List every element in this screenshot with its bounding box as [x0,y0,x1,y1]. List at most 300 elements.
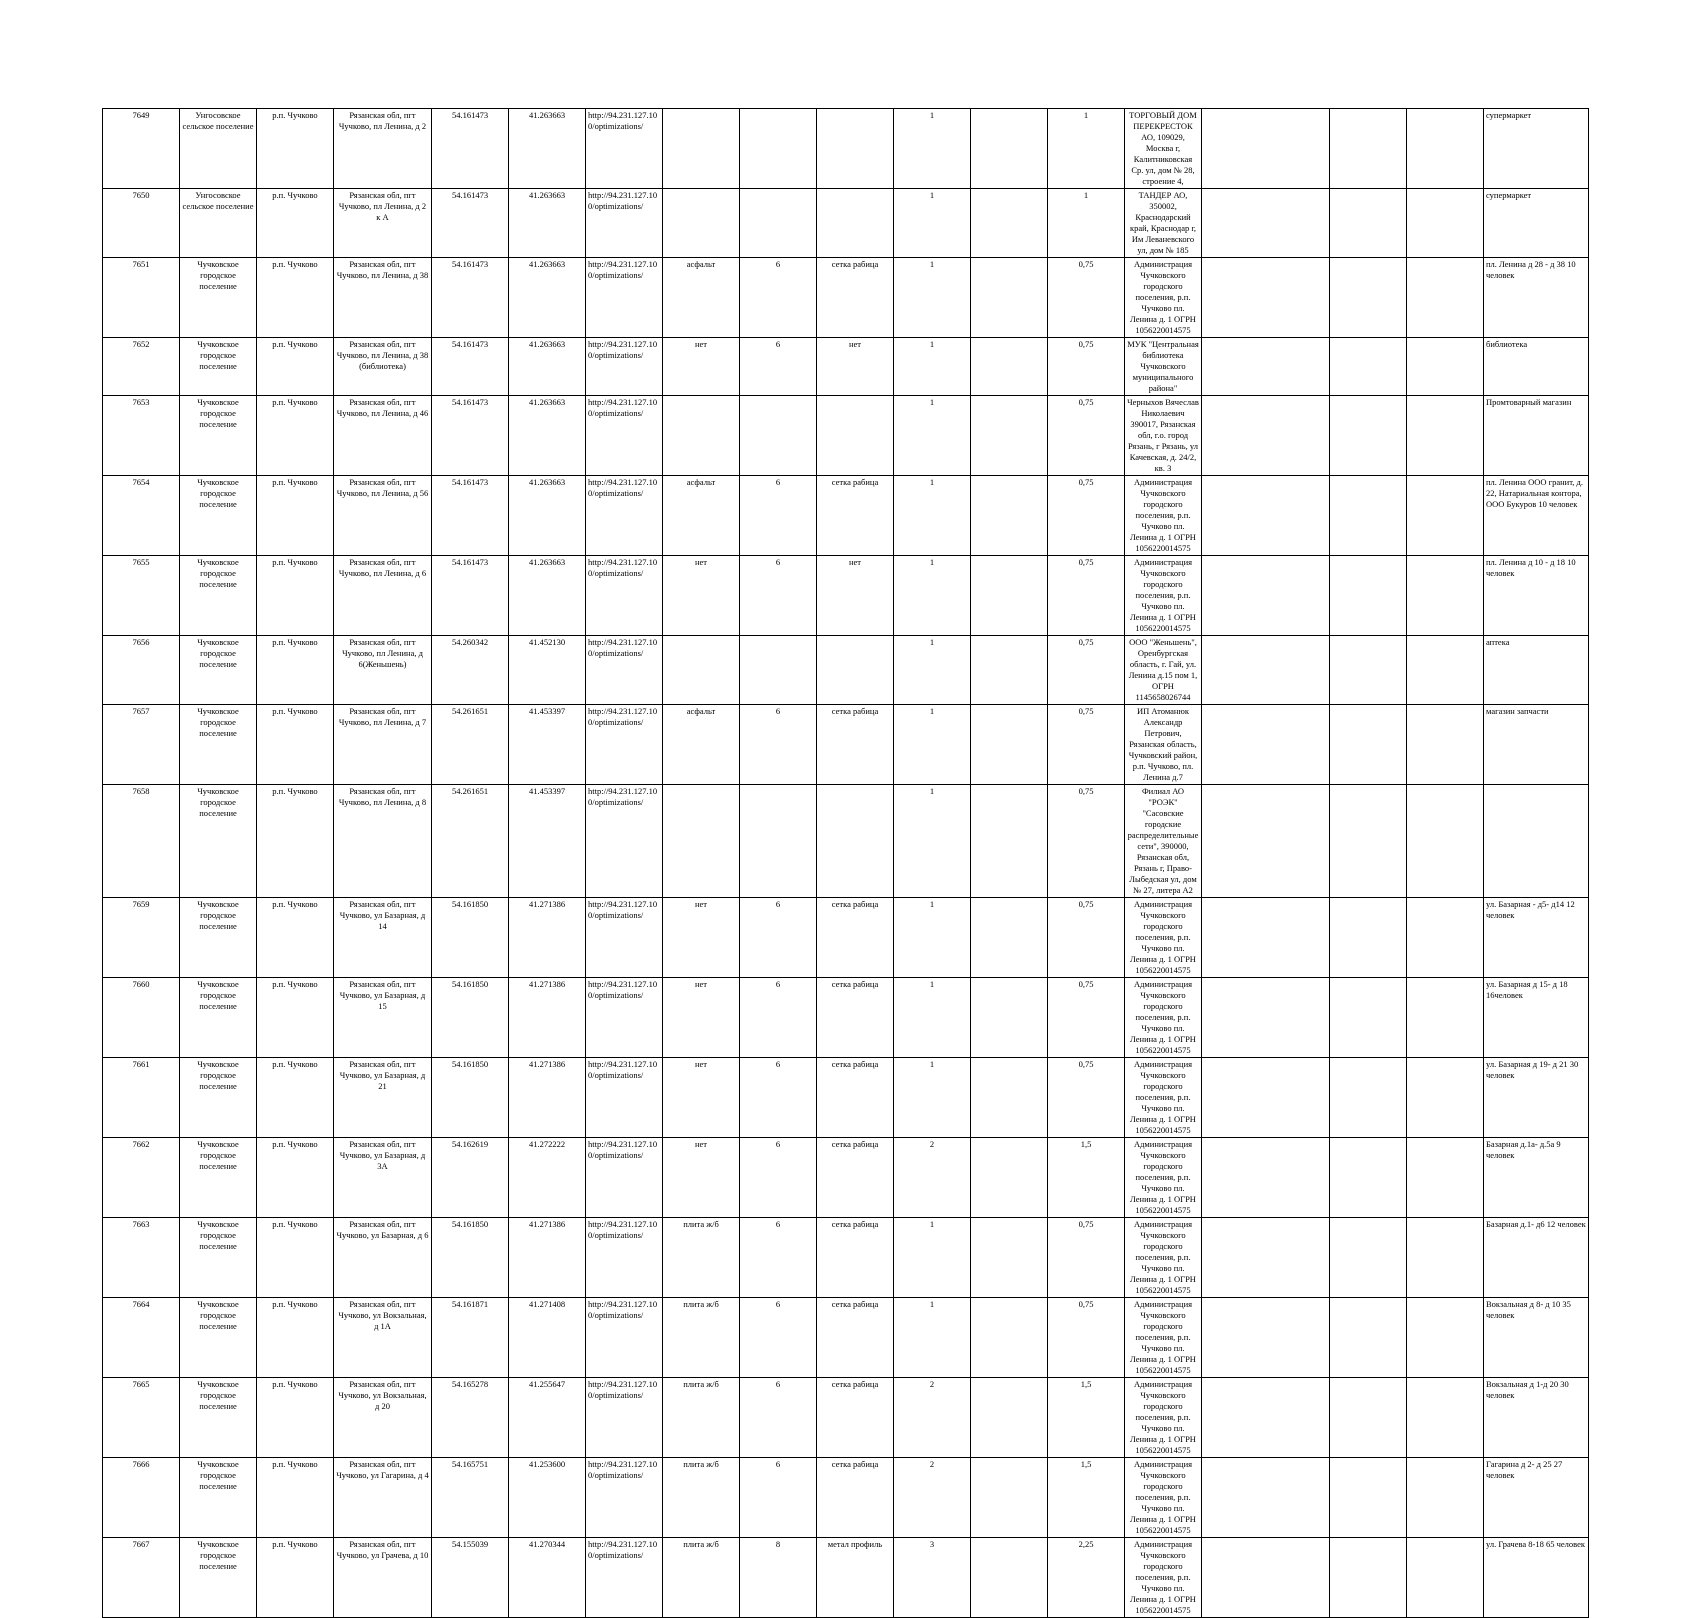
address-cell: Рязанская обл, пгт Чучково, пл Ленина, д 2 [334,109,432,189]
empty-cell [1202,258,1330,338]
empty-cell [1407,785,1484,898]
volume-cell: 0,75 [1048,1058,1125,1138]
volume-cell: 1,5 [1048,1138,1125,1218]
containers-cell: 1 [894,978,971,1058]
settlement-cell: Чучковское городское поселение [180,556,257,636]
owner-cell: Администрация Чучковского городского поселения, р.п. Чучково пл. Ленина д. 1 ОГРН 1056220014575 [1125,1138,1202,1218]
empty-cell [1407,898,1484,978]
owner-cell: Администрация Чучковского городского поселения, р.п. Чучково пл. Ленина д. 1 ОГРН 1056220014575 [1125,1298,1202,1378]
area-cell [740,109,817,189]
longitude-cell: 41.263663 [509,258,586,338]
source-cell: Вокзальная д 1-д 20 30 человек [1484,1378,1589,1458]
source-cell: ул. Базарная - д5- д14 12 человек [1484,898,1589,978]
address-cell: Рязанская обл, пгт Чучково, пл Ленина, д 46 [334,396,432,476]
row-id: 7651 [103,258,180,338]
link-cell[interactable]: http://94.231.127.10 0/optimizations/ [586,338,663,396]
source-cell: Промтоварный магазин [1484,396,1589,476]
surface-cell: нет [663,556,740,636]
settlement-cell: Чучковское городское поселение [180,476,257,556]
area-cell: 6 [740,978,817,1058]
empty-cell [1202,189,1330,258]
table-row [103,476,1589,556]
longitude-cell: 41.271386 [509,1058,586,1138]
locality-cell: р.п. Чучково [257,785,334,898]
table-row [103,785,1589,898]
link-cell[interactable]: http://94.231.127.10 0/optimizations/ [586,705,663,785]
longitude-cell: 41.263663 [509,338,586,396]
empty-cell [1407,1298,1484,1378]
empty-cell [1330,1218,1407,1298]
area-cell: 6 [740,258,817,338]
containers-cell: 1 [894,785,971,898]
containers-cell: 1 [894,338,971,396]
latitude-cell: 54.261651 [432,785,509,898]
locality-cell: р.п. Чучково [257,1138,334,1218]
empty-cell [1330,396,1407,476]
source-cell: пл. Ленина д 28 - д 38 10 человек [1484,258,1589,338]
surface-cell [663,396,740,476]
source-cell [1484,785,1589,898]
volume-cell: 0,75 [1048,636,1125,705]
locality-cell: р.п. Чучково [257,978,334,1058]
empty-cell [1407,476,1484,556]
empty-cell [1407,1378,1484,1458]
empty-cell [971,1298,1048,1378]
fence-cell: сетка рабица [817,898,894,978]
area-cell: 6 [740,338,817,396]
table-row [103,705,1589,785]
fence-cell [817,109,894,189]
empty-cell [1330,898,1407,978]
fence-cell: метал профиль [817,1538,894,1618]
area-cell: 6 [740,1378,817,1458]
address-cell: Рязанская обл, пгт Чучково, пл Ленина, д 8 [334,785,432,898]
fence-cell: сетка рабица [817,1058,894,1138]
longitude-cell: 41.453397 [509,705,586,785]
settlement-cell: Чучковское городское поселение [180,705,257,785]
latitude-cell: 54.155039 [432,1538,509,1618]
locality-cell: р.п. Чучково [257,705,334,785]
row-id: 7652 [103,338,180,396]
owner-cell: Администрация Чучковского городского поселения, р.п. Чучково пл. Ленина д. 1 ОГРН 1056220014575 [1125,978,1202,1058]
address-cell: Рязанская обл, пгт Чучково, ул Вокзальная, д 1А [334,1298,432,1378]
source-cell: ул. Базарная д 19- д 21 30 человек [1484,1058,1589,1138]
link-cell[interactable]: http://94.231.127.10 0/optimizations/ [586,396,663,476]
empty-cell [1330,785,1407,898]
table-row [103,338,1589,396]
surface-cell: нет [663,898,740,978]
address-cell: Рязанская обл, пгт Чучково, пл Ленина, д 38 [334,258,432,338]
longitude-cell: 41.263663 [509,556,586,636]
settlement-cell: Чучковское городское поселение [180,1378,257,1458]
volume-cell: 0,75 [1048,556,1125,636]
empty-cell [1330,258,1407,338]
empty-cell [1202,1298,1330,1378]
link-cell[interactable]: http://94.231.127.10 0/optimizations/ [586,898,663,978]
row-id: 7663 [103,1218,180,1298]
surface-cell: асфальт [663,258,740,338]
surface-cell [663,109,740,189]
longitude-cell: 41.270344 [509,1538,586,1618]
area-cell: 6 [740,1298,817,1378]
settlement-cell: Чучковское городское поселение [180,1058,257,1138]
latitude-cell: 54.161871 [432,1298,509,1378]
empty-cell [971,1458,1048,1538]
latitude-cell: 54.161473 [432,396,509,476]
link-cell[interactable]: http://94.231.127.10 0/optimizations/ [586,109,663,189]
empty-cell [1330,109,1407,189]
address-cell: Рязанская обл, пгт Чучково, пл Ленина, д 56 [334,476,432,556]
latitude-cell: 54.260342 [432,636,509,705]
link-cell[interactable]: http://94.231.127.10 0/optimizations/ [586,1138,663,1218]
longitude-cell: 41.263663 [509,109,586,189]
area-cell: 6 [740,705,817,785]
locality-cell: р.п. Чучково [257,1538,334,1618]
containers-cell: 2 [894,1458,971,1538]
volume-cell: 0,75 [1048,898,1125,978]
table-row [103,258,1589,338]
surface-cell: плита ж/б [663,1378,740,1458]
settlement-cell: Чучковское городское поселение [180,258,257,338]
table-row [103,898,1589,978]
longitude-cell: 41.271386 [509,978,586,1058]
fence-cell: сетка рабица [817,1138,894,1218]
empty-cell [1330,338,1407,396]
table-row [103,109,1589,189]
empty-cell [1330,1458,1407,1538]
latitude-cell: 54.165278 [432,1378,509,1458]
fence-cell: сетка рабица [817,258,894,338]
empty-cell [1202,556,1330,636]
latitude-cell: 54.161473 [432,258,509,338]
empty-cell [971,109,1048,189]
empty-cell [1407,189,1484,258]
latitude-cell: 54.161473 [432,189,509,258]
latitude-cell: 54.161473 [432,556,509,636]
source-cell: Базарная д.1а- д.5а 9 человек [1484,1138,1589,1218]
empty-cell [1330,476,1407,556]
settlement-cell: Унгосовское сельское поселение [180,189,257,258]
empty-cell [1202,476,1330,556]
containers-cell: 2 [894,1138,971,1218]
link-cell[interactable]: http://94.231.127.10 0/optimizations/ [586,1538,663,1618]
surface-cell: плита ж/б [663,1538,740,1618]
volume-cell: 2,25 [1048,1538,1125,1618]
source-cell: ул. Грачева 8-18 65 человек [1484,1538,1589,1618]
owner-cell: Администрация Чучковского городского поселения, р.п. Чучково пл. Ленина д. 1 ОГРН 1056220014575 [1125,1218,1202,1298]
locality-cell: р.п. Чучково [257,1378,334,1458]
latitude-cell: 54.161473 [432,109,509,189]
area-cell [740,396,817,476]
longitude-cell: 41.272222 [509,1138,586,1218]
fence-cell: сетка рабица [817,978,894,1058]
empty-cell [1407,109,1484,189]
settlement-cell: Чучковское городское поселение [180,898,257,978]
empty-cell [1330,1058,1407,1138]
area-cell [740,636,817,705]
volume-cell: 0,75 [1048,1218,1125,1298]
address-cell: Рязанская обл, пгт Чучково, пл Ленина, д 2 к А [334,189,432,258]
area-cell: 6 [740,898,817,978]
empty-cell [1330,636,1407,705]
row-id: 7664 [103,1298,180,1378]
empty-cell [1202,1218,1330,1298]
row-id: 7666 [103,1458,180,1538]
address-cell: Рязанская обл, пгт Чучково, ул Вокзальная, д 20 [334,1378,432,1458]
table-row [103,1058,1589,1138]
volume-cell: 0,75 [1048,476,1125,556]
empty-cell [1407,258,1484,338]
address-cell: Рязанская обл, пгт Чучково, пл Ленина, д 6(Женьшень) [334,636,432,705]
owner-cell: Администрация Чучковского городского поселения, р.п. Чучково пл. Ленина д. 1 ОГРН 1056220014575 [1125,1458,1202,1538]
area-cell [740,785,817,898]
empty-cell [1407,705,1484,785]
link-cell[interactable]: http://94.231.127.10 0/optimizations/ [586,1218,663,1298]
empty-cell [1330,1538,1407,1618]
empty-cell [971,476,1048,556]
settlement-cell: Чучковское городское поселение [180,1538,257,1618]
containers-cell: 1 [894,705,971,785]
owner-cell: Филиал АО "РОЭК" "Сасовские городские распределительные сети", 390000, Рязанская обл, Рязань г, Право-Лыбедская ул, дом № 27, литера А2 [1125,785,1202,898]
fence-cell [817,189,894,258]
surface-cell: асфальт [663,476,740,556]
source-cell: библиотека [1484,338,1589,396]
source-cell: Базарная д.1- д6 12 человек [1484,1218,1589,1298]
containers-cell: 2 [894,1378,971,1458]
link-cell[interactable]: http://94.231.127.10 0/optimizations/ [586,785,663,898]
containers-cell: 1 [894,189,971,258]
address-cell: Рязанская обл, пгт Чучково, ул Гагарина, д 4 [334,1458,432,1538]
source-cell: аптека [1484,636,1589,705]
longitude-cell: 41.271386 [509,1218,586,1298]
empty-cell [1407,338,1484,396]
area-cell: 6 [740,476,817,556]
empty-cell [1202,338,1330,396]
latitude-cell: 54.161850 [432,978,509,1058]
latitude-cell: 54.162619 [432,1138,509,1218]
settlement-cell: Чучковское городское поселение [180,978,257,1058]
table-row [103,556,1589,636]
containers-cell: 3 [894,1538,971,1618]
link-cell[interactable]: http://94.231.127.10 0/optimizations/ [586,476,663,556]
locality-cell: р.п. Чучково [257,1458,334,1538]
source-cell: магазин запчасти [1484,705,1589,785]
empty-cell [1407,1458,1484,1538]
empty-cell [1202,109,1330,189]
address-cell: Рязанская обл, пгт Чучково, пл Ленина, д 38 (библиотека) [334,338,432,396]
containers-cell: 1 [894,1218,971,1298]
owner-cell: ИП Атоманюк Александр Петрович, Рязанская область, Чучковский район, р.п. Чучково, пл. Ленина д.7 [1125,705,1202,785]
link-cell[interactable]: http://94.231.127.10 0/optimizations/ [586,1458,663,1538]
volume-cell: 1,5 [1048,1458,1125,1538]
containers-cell: 1 [894,396,971,476]
latitude-cell: 54.161850 [432,898,509,978]
latitude-cell: 54.161473 [432,476,509,556]
address-cell: Рязанская обл, пгт Чучково, пл Ленина, д 7 [334,705,432,785]
empty-cell [971,1378,1048,1458]
longitude-cell: 41.271386 [509,898,586,978]
source-cell: Вокзальная д 8- д 10 35 человек [1484,1298,1589,1378]
link-cell[interactable]: http://94.231.127.10 0/optimizations/ [586,978,663,1058]
empty-cell [1330,705,1407,785]
address-cell: Рязанская обл, пгт Чучково, ул Базарная, д 3А [334,1138,432,1218]
surface-cell: нет [663,1058,740,1138]
longitude-cell: 41.263663 [509,396,586,476]
empty-cell [1407,978,1484,1058]
address-cell: Рязанская обл, пгт Чучково, ул Базарная, д 14 [334,898,432,978]
empty-cell [1202,1538,1330,1618]
surface-cell: плита ж/б [663,1218,740,1298]
link-cell[interactable]: http://94.231.127.10 0/optimizations/ [586,258,663,338]
source-cell: супермаркет [1484,109,1589,189]
empty-cell [971,396,1048,476]
row-id: 7659 [103,898,180,978]
settlement-cell: Унгосовское сельское поселение [180,109,257,189]
link-cell[interactable]: http://94.231.127.10 0/optimizations/ [586,1298,663,1378]
address-cell: Рязанская обл, пгт Чучково, ул Базарная, д 6 [334,1218,432,1298]
area-cell: 6 [740,1458,817,1538]
empty-cell [1407,396,1484,476]
empty-cell [1202,785,1330,898]
settlement-cell: Чучковское городское поселение [180,1138,257,1218]
owner-cell: Администрация Чучковского городского поселения, р.п. Чучково пл. Ленина д. 1 ОГРН 1056220014575 [1125,476,1202,556]
volume-cell: 1 [1048,189,1125,258]
latitude-cell: 54.161850 [432,1058,509,1138]
empty-cell [1202,898,1330,978]
locality-cell: р.п. Чучково [257,109,334,189]
longitude-cell: 41.452130 [509,636,586,705]
table-row [103,1458,1589,1538]
volume-cell: 0,75 [1048,396,1125,476]
row-id: 7657 [103,705,180,785]
settlement-cell: Чучковское городское поселение [180,396,257,476]
table-row [103,978,1589,1058]
empty-cell [1202,1378,1330,1458]
volume-cell: 1 [1048,109,1125,189]
address-cell: Рязанская обл, пгт Чучково, пл Ленина, д 6 [334,556,432,636]
link-cell[interactable]: http://94.231.127.10 0/optimizations/ [586,636,663,705]
locality-cell: р.п. Чучково [257,636,334,705]
fence-cell: нет [817,556,894,636]
table-row [103,189,1589,258]
row-id: 7662 [103,1138,180,1218]
empty-cell [1407,1138,1484,1218]
latitude-cell: 54.261651 [432,705,509,785]
area-cell: 6 [740,1058,817,1138]
row-id: 7656 [103,636,180,705]
volume-cell: 0,75 [1048,338,1125,396]
surface-cell [663,785,740,898]
fence-cell: сетка рабица [817,476,894,556]
settlement-cell: Чучковское городское поселение [180,1298,257,1378]
settlement-cell: Чучковское городское поселение [180,636,257,705]
empty-cell [1202,978,1330,1058]
registry-table [102,108,1589,1618]
containers-cell: 1 [894,556,971,636]
owner-cell: Администрация Чучковского городского поселения, р.п. Чучково пл. Ленина д. 1 ОГРН 1056220014575 [1125,1378,1202,1458]
latitude-cell: 54.165751 [432,1458,509,1538]
area-cell: 6 [740,1218,817,1298]
empty-cell [971,189,1048,258]
link-cell[interactable]: http://94.231.127.10 0/optimizations/ [586,1378,663,1458]
empty-cell [971,1058,1048,1138]
surface-cell: асфальт [663,705,740,785]
containers-cell: 1 [894,1298,971,1378]
table-row [103,636,1589,705]
locality-cell: р.п. Чучково [257,189,334,258]
owner-cell: Администрация Чучковского городского поселения, р.п. Чучково пл. Ленина д. 1 ОГРН 1056220014575 [1125,556,1202,636]
empty-cell [971,636,1048,705]
empty-cell [971,898,1048,978]
fence-cell: нет [817,338,894,396]
surface-cell: плита ж/б [663,1458,740,1538]
locality-cell: р.п. Чучково [257,396,334,476]
volume-cell: 0,75 [1048,978,1125,1058]
owner-cell: Черныхов Вячеслав Николаевич 390017, Рязанская обл, г.о. город Рязань, г Рязань, ул Качевская, д. 24/2, кв. 3 [1125,396,1202,476]
longitude-cell: 41.255647 [509,1378,586,1458]
fence-cell [817,636,894,705]
row-id: 7649 [103,109,180,189]
longitude-cell: 41.263663 [509,476,586,556]
link-cell[interactable]: http://94.231.127.10 0/optimizations/ [586,189,663,258]
empty-cell [1407,556,1484,636]
longitude-cell: 41.453397 [509,785,586,898]
latitude-cell: 54.161473 [432,338,509,396]
empty-cell [1330,1138,1407,1218]
longitude-cell: 41.271408 [509,1298,586,1378]
surface-cell: плита ж/б [663,1298,740,1378]
empty-cell [971,978,1048,1058]
row-id: 7667 [103,1538,180,1618]
table-row [103,396,1589,476]
table-row [103,1298,1589,1378]
fence-cell: сетка рабица [817,1298,894,1378]
source-cell: пл. Ленина д 10 - д 18 10 человек [1484,556,1589,636]
link-cell[interactable]: http://94.231.127.10 0/optimizations/ [586,1058,663,1138]
empty-cell [1330,556,1407,636]
surface-cell: нет [663,1138,740,1218]
source-cell: супермаркет [1484,189,1589,258]
source-cell: Гагарина д 2- д 25 27 человек [1484,1458,1589,1538]
settlement-cell: Чучковское городское поселение [180,1458,257,1538]
area-cell: 8 [740,1538,817,1618]
empty-cell [1407,1538,1484,1618]
source-cell: ул. Базарная д 15- д 18 16человек [1484,978,1589,1058]
address-cell: Рязанская обл, пгт Чучково, ул Базарная, д 21 [334,1058,432,1138]
empty-cell [1202,705,1330,785]
containers-cell: 1 [894,898,971,978]
owner-cell: Администрация Чучковского городского поселения, р.п. Чучково пл. Ленина д. 1 ОГРН 1056220014575 [1125,1058,1202,1138]
containers-cell: 1 [894,258,971,338]
volume-cell: 0,75 [1048,258,1125,338]
empty-cell [971,1218,1048,1298]
locality-cell: р.п. Чучково [257,1218,334,1298]
empty-cell [971,338,1048,396]
latitude-cell: 54.161850 [432,1218,509,1298]
locality-cell: р.п. Чучково [257,556,334,636]
surface-cell: нет [663,338,740,396]
row-id: 7658 [103,785,180,898]
owner-cell: ТАНДЕР АО, 350002, Краснодарский край, Краснодар г, Им Леваневского ул, дом № 185 [1125,189,1202,258]
row-id: 7665 [103,1378,180,1458]
address-cell: Рязанская обл, пгт Чучково, ул Базарная, д 15 [334,978,432,1058]
empty-cell [1407,1218,1484,1298]
longitude-cell: 41.253600 [509,1458,586,1538]
table-row [103,1538,1589,1618]
fence-cell: сетка рабица [817,1458,894,1538]
owner-cell: ТОРГОВЫЙ ДОМ ПЕРЕКРЕСТОК АО, 109029, Москва г, Калитниковская Ср. ул, дом № 28, строение 4, [1125,109,1202,189]
link-cell[interactable]: http://94.231.127.10 0/optimizations/ [586,556,663,636]
